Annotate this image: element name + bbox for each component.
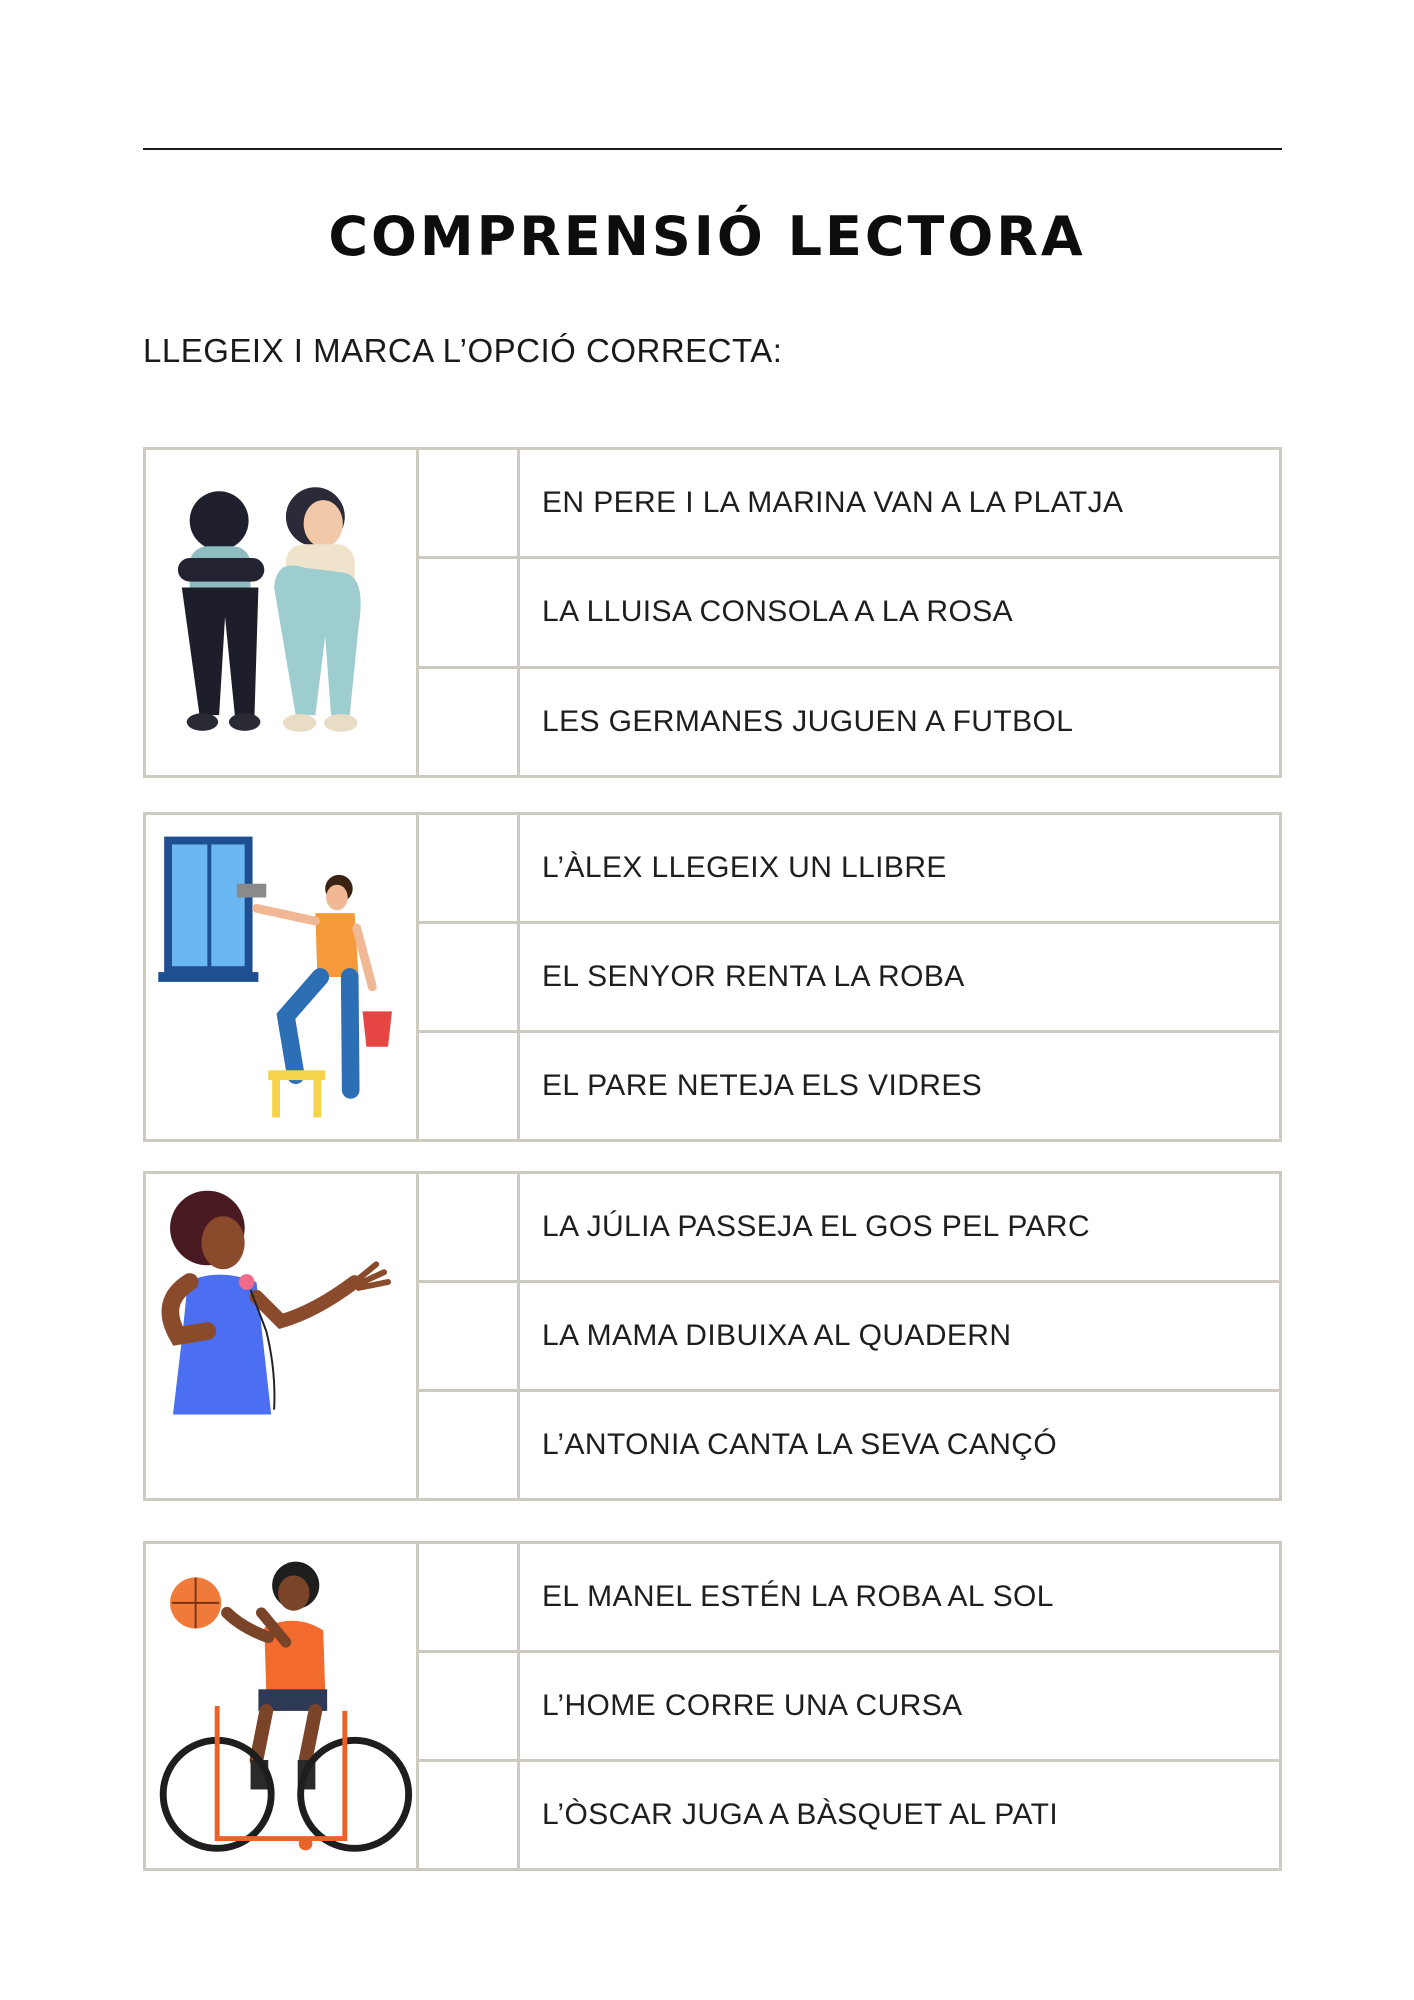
option-row: [419, 1389, 1279, 1498]
answer-checkbox[interactable]: [419, 1174, 520, 1280]
option-text: EN PERE I LA MARINA VAN A LA PLATJA: [542, 486, 1124, 520]
two-children-sitting-illustration: [146, 450, 419, 775]
option-row: [419, 1280, 1279, 1389]
option-row: [419, 450, 1279, 556]
option-text: EL PARE NETEJA ELS VIDRES: [542, 1069, 983, 1102]
option-row: [419, 1759, 1279, 1868]
answer-checkbox[interactable]: [419, 669, 520, 775]
man-cleaning-window-illustration: [146, 815, 419, 1139]
option-row: [419, 1030, 1279, 1139]
boy-wheelchair-basketball-illustration: [146, 1544, 419, 1868]
answer-checkbox[interactable]: [419, 1762, 520, 1868]
option-row: [419, 666, 1279, 775]
exercise-3: [143, 1171, 1282, 1501]
option-row: [419, 1174, 1279, 1280]
woman-singing-illustration: [146, 1174, 419, 1498]
answer-checkbox[interactable]: [419, 1653, 520, 1759]
option-text: L’HOME CORRE UNA CURSA: [542, 1689, 963, 1722]
answer-checkbox[interactable]: [419, 450, 520, 556]
option-text: LA LLUISA CONSOLA A LA ROSA: [542, 595, 1014, 629]
option-row: [419, 556, 1279, 665]
exercise-4: [143, 1541, 1282, 1871]
option-text: EL MANEL ESTÉN LA ROBA AL SOL: [542, 1580, 1054, 1613]
option-row: [419, 815, 1279, 921]
exercise-2: [143, 812, 1282, 1142]
page-title: COMPRENSIÓ LECTORA: [328, 205, 1086, 268]
option-text: LES GERMANES JUGUEN A FUTBOL: [542, 704, 1074, 738]
answer-checkbox[interactable]: [419, 1544, 520, 1650]
answer-checkbox[interactable]: [419, 1033, 520, 1139]
exercise-1: [143, 447, 1282, 778]
answer-checkbox[interactable]: [419, 815, 520, 921]
option-text: EL SENYOR RENTA LA ROBA: [542, 960, 965, 993]
option-text: L’ÀLEX LLEGEIX UN LLIBRE: [542, 851, 947, 884]
option-text: LA JÚLIA PASSEJA EL GOS PEL PARC: [542, 1210, 1091, 1243]
option-row: [419, 1544, 1279, 1650]
option-row: [419, 921, 1279, 1030]
option-text: L’ANTONIA CANTA LA SEVA CANÇÓ: [542, 1428, 1058, 1461]
option-text: L’ÒSCAR JUGA A BÀSQUET AL PATI: [542, 1798, 1059, 1831]
option-text: LA MAMA DIBUIXA AL QUADERN: [542, 1319, 1012, 1352]
top-rule: [143, 148, 1282, 150]
answer-checkbox[interactable]: [419, 559, 520, 665]
option-row: [419, 1650, 1279, 1759]
answer-checkbox[interactable]: [419, 1392, 520, 1498]
answer-checkbox[interactable]: [419, 1283, 520, 1389]
answer-checkbox[interactable]: [419, 924, 520, 1030]
instruction-text: LLEGEIX I MARCA L’OPCIÓ CORRECTA:: [143, 332, 783, 369]
